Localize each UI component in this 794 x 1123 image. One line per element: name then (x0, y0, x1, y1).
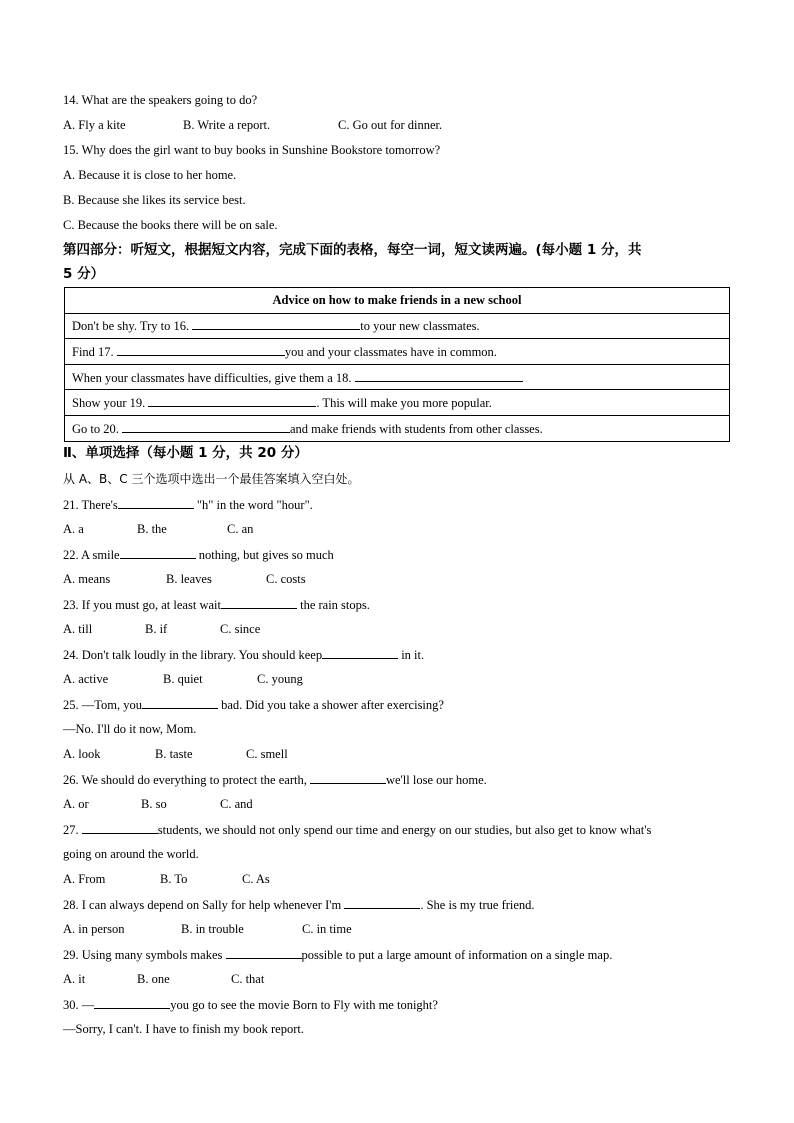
option-14-c: C. Go out for dinner. (338, 118, 443, 132)
option-24-c: C. young (257, 672, 303, 686)
option-23-c: C. since (220, 622, 261, 636)
blank-30[interactable] (94, 996, 170, 1009)
option-14-b: B. Write a report. (183, 118, 271, 132)
question-28-stem: 28. I can always depend on Sally for help whenever I'm . She is my true friend. (63, 898, 535, 912)
option-25-a: A. look (63, 747, 101, 761)
question-23-stem: 23. If you must go, at least wait the rain stops. (63, 598, 370, 612)
option-15-a: A. Because it is close to her home. (63, 168, 237, 182)
blank-26[interactable] (310, 771, 386, 784)
row-19-text-b: . This will make you more popular. (316, 396, 492, 411)
question-21-stem: 21. There's "h" in the word "hour". (63, 498, 313, 512)
option-26-c: C. and (220, 797, 253, 811)
question-30-reply: —Sorry, I can't. I have to finish my book report. (63, 1022, 304, 1036)
option-15-c: C. Because the books there will be on sale. (63, 218, 278, 232)
question-27-line2: going on around the world. (63, 847, 199, 861)
blank-24[interactable] (322, 646, 398, 659)
part4-heading-line1: 第四部分：听短文，根据短文内容，完成下面的表格，每空一词，短文读两遍。(每小题 1 分，共 (63, 242, 642, 258)
row-20-text-b: and make friends with students from other classes. (290, 421, 543, 436)
option-29-c: C. that (231, 972, 265, 986)
option-28-b: B. in trouble (181, 922, 244, 936)
blank-20[interactable] (122, 420, 290, 433)
option-23-b: B. if (145, 622, 168, 636)
option-26-b: B. so (141, 797, 167, 811)
option-25-b: B. taste (155, 747, 193, 761)
blank-22[interactable] (120, 546, 196, 559)
option-22-a: A. means (63, 572, 111, 586)
option-28-c: C. in time (302, 922, 352, 936)
blank-29[interactable] (226, 946, 302, 959)
option-15-b: B. Because she likes its service best. (63, 193, 246, 207)
question-29-stem: 29. Using many symbols makes possible to put a large amount of information on a single map. (63, 948, 613, 962)
table-row (65, 313, 730, 339)
row-17-text-a: Find 17. (72, 344, 114, 359)
row-20-text-a: Go to 20. (72, 421, 119, 436)
table-row (65, 364, 730, 390)
blank-25[interactable] (142, 696, 218, 709)
option-14-a: A. Fly a kite (63, 118, 126, 132)
question-15-stem: 15. Why does the girl want to buy books in Sunshine Bookstore tomorrow? (63, 143, 441, 157)
option-21-c: C. an (227, 522, 254, 536)
row-19-text-a: Show your 19. (72, 396, 146, 411)
question-30-stem: 30. — you go to see the movie Born to Fly with me tonight? (63, 998, 438, 1012)
option-29-b: B. one (137, 972, 170, 986)
question-27-stem: 27. students, we should not only spend our time and energy on our studies, but also get to know what's (63, 823, 652, 837)
option-21-b: B. the (137, 522, 167, 536)
table-row (65, 415, 730, 441)
table-title: Advice on how to make friends in a new school (65, 288, 730, 314)
option-27-a: A. From (63, 872, 106, 886)
option-24-a: A. active (63, 672, 109, 686)
option-23-a: A. till (63, 622, 93, 636)
blank-16[interactable] (192, 317, 360, 330)
blank-23[interactable] (221, 596, 297, 609)
blank-19[interactable] (148, 394, 316, 407)
option-24-b: B. quiet (163, 672, 203, 686)
question-25-stem: 25. —Tom, you bad. Did you take a shower after exercising? (63, 698, 444, 712)
blank-28[interactable] (344, 896, 420, 909)
row-16-text-a: Don't be shy. Try to 16. (72, 319, 190, 334)
option-22-c: C. costs (266, 572, 306, 586)
option-25-c: C. smell (246, 747, 288, 761)
blank-18[interactable] (355, 369, 523, 382)
row-17-text-b: you and your classmates have in common. (284, 344, 497, 359)
option-29-a: A. it (63, 972, 86, 986)
part4-heading-line2: 5 分） (63, 266, 105, 282)
table-row (65, 339, 730, 365)
advice-table (64, 287, 730, 442)
option-22-b: B. leaves (166, 572, 212, 586)
option-21-a: A. a (63, 522, 84, 536)
option-27-c: C. As (242, 872, 270, 886)
option-26-a: A. or (63, 797, 89, 811)
question-25-reply: —No. I'll do it now, Mom. (63, 722, 197, 736)
question-22-stem: 22. A smile nothing, but gives so much (63, 548, 334, 562)
row-18-text-a: When your classmates have difficulties, give them a 18. (72, 370, 352, 385)
question-14-stem: 14. What are the speakers going to do? (63, 93, 258, 107)
table-row (65, 390, 730, 416)
row-16-text-b: to your new classmates. (360, 319, 480, 334)
question-26-stem: 26. We should do everything to protect the earth, we'll lose our home. (63, 773, 487, 787)
option-28-a: A. in person (63, 922, 125, 936)
section2-instruction: 从 A、B、C 三个选项中选出一个最佳答案填入空白处。 (63, 472, 360, 486)
section2-heading: Ⅱ、单项选择（每小题 1 分，共 20 分） (63, 445, 308, 461)
blank-17[interactable] (117, 343, 285, 356)
blank-27[interactable] (82, 821, 158, 834)
question-24-stem: 24. Don't talk loudly in the library. You should keep in it. (63, 648, 425, 662)
option-27-b: B. To (160, 872, 188, 886)
blank-21[interactable] (118, 496, 194, 509)
